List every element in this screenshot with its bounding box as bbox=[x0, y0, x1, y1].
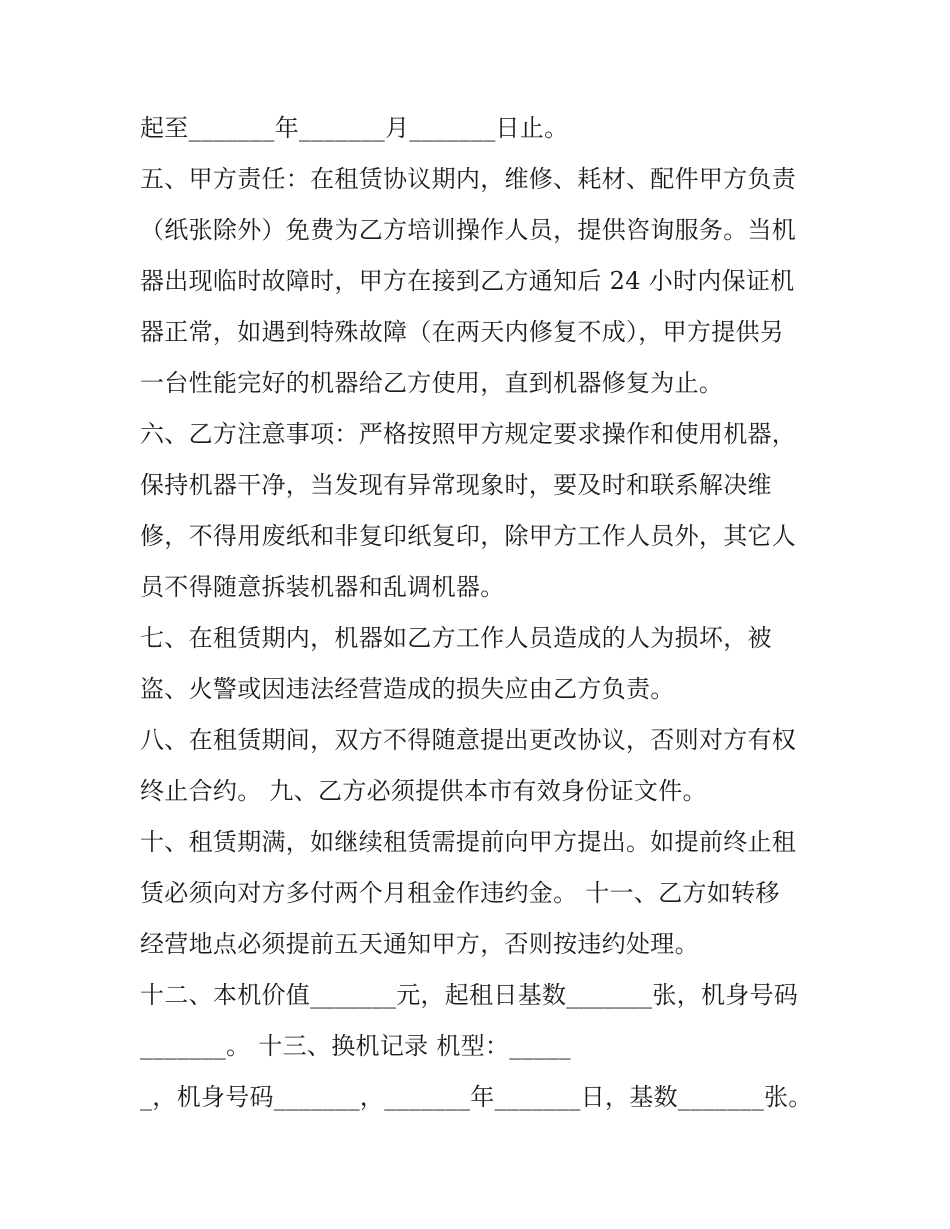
text-line: 起至_______年_______月_______日止。 bbox=[140, 114, 569, 142]
text-line: 六、乙方注意事项：严格按照甲方规定要求操作和使用机器， bbox=[140, 420, 797, 448]
text-line: 盗、火警或因违法经营造成的损失应由乙方负责。 bbox=[140, 675, 675, 703]
text-line: 修，不得用废纸和非复印纸复印，除甲方工作人员外，其它人 bbox=[140, 522, 797, 550]
text-line: 一台性能完好的机器给乙方使用，直到机器修复为止。 bbox=[140, 369, 724, 397]
text-line: _，机身号码_______，_______年_______日，基数_______张。 bbox=[140, 1083, 813, 1111]
text-line: 八、在租赁期间，双方不得随意提出更改协议，否则对方有权 bbox=[140, 726, 797, 754]
text-line: 七、在租赁期内，机器如乙方工作人员造成的人为损坏，被 bbox=[140, 624, 772, 652]
text-line: 十、租赁期满，如继续租赁需提前向甲方提出。如提前终止租 bbox=[140, 828, 797, 856]
text-line: 十二、本机价值_______元，起租日基数_______张，机身号码 bbox=[140, 981, 799, 1009]
text-line: 保持机器干净，当发现有异常现象时，要及时和联系解决维 bbox=[140, 471, 772, 499]
text-line: 经营地点必须提前五天通知甲方，否则按违约处理。 bbox=[140, 930, 699, 958]
text-line: 器正常，如遇到特殊故障（在两天内修复不成），甲方提供另 bbox=[140, 318, 785, 346]
text-line: 赁必须向对方多付两个月租金作违约金。 十一、乙方如转移 bbox=[140, 879, 780, 907]
text-line: （纸张除外）免费为乙方培训操作人员，提供咨询服务。当机 bbox=[140, 216, 797, 244]
text-line: 终止合约。 九、乙方必须提供本市有效身份证文件。 bbox=[140, 777, 707, 805]
text-line: _______。 十三、换机记录 机型：_____ bbox=[140, 1032, 571, 1060]
text-line: 五、甲方责任：在租赁协议期内，维修、耗材、配件甲方负责 bbox=[140, 165, 797, 193]
text-line: 器出现临时故障时，甲方在接到乙方通知后 24 小时内保证机 bbox=[140, 267, 795, 295]
text-line: 员不得随意拆装机器和乱调机器。 bbox=[140, 573, 505, 601]
